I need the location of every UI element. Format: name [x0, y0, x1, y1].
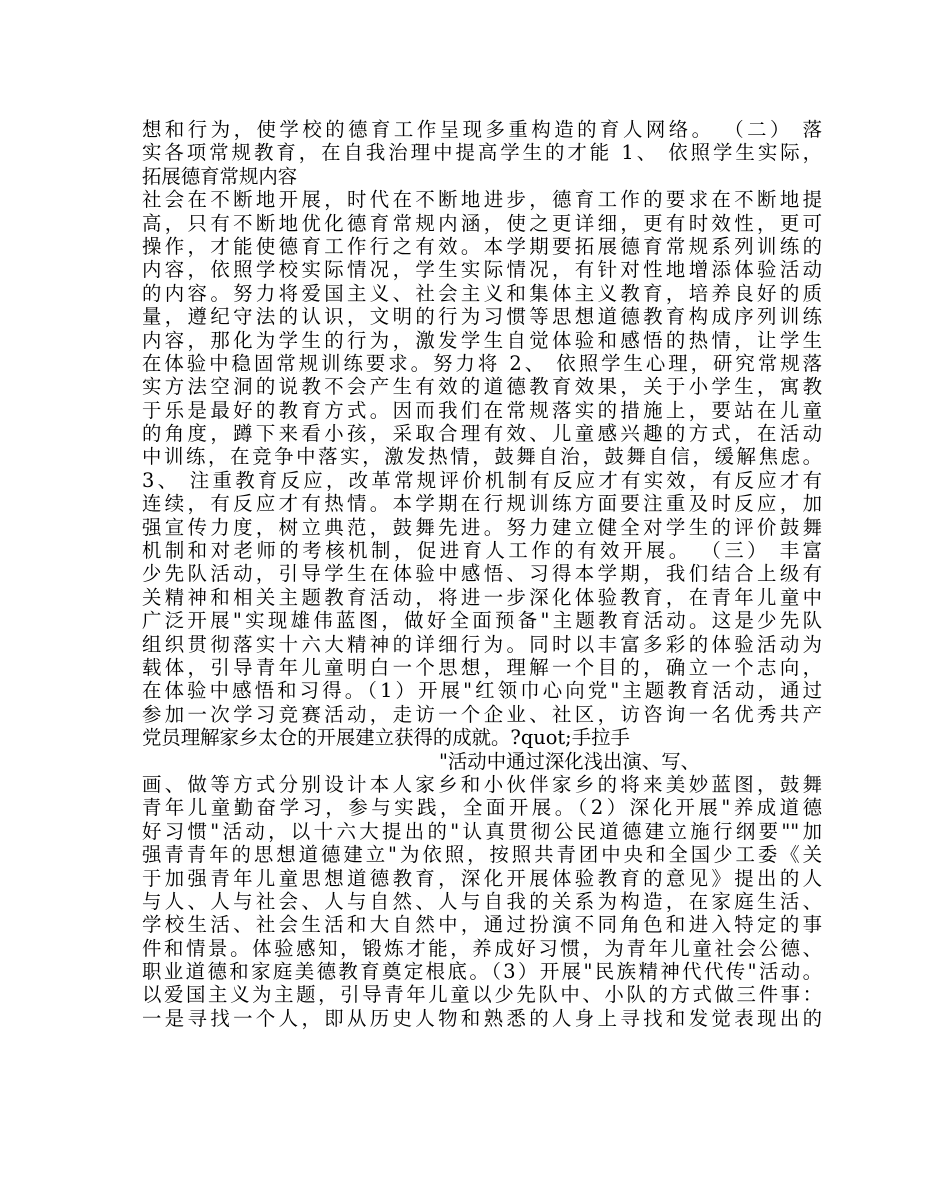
text-line: 件和情景。体验感知，锻炼才能，养成好习惯，为青年儿童社会公德、 — [142, 936, 822, 960]
text-line: 中训练，在竞争中落实，激发热情，鼓舞自治，鼓舞自信，缓解焦虑。 — [142, 445, 822, 469]
text-line: 画、做等方式分别设计本人家乡和小伙伴家乡的将来美妙蓝图，鼓舞 — [142, 772, 822, 796]
text-line: 少先队活动，引导学生在体验中感悟、习得本学期，我们结合上级有 — [142, 562, 822, 586]
text-line: 的内容。努力将爱国主义、社会主义和集体主义教育，培养良好的质 — [142, 281, 822, 305]
text-line: 高，只有不断地优化德育常规内涵，使之更详细，更有时效性，更可 — [142, 211, 822, 235]
text-line: 操作，才能使德育工作行之有效。本学期要拓展德育常规系列训练的 — [142, 234, 822, 258]
text-line: 社会在不断地开展，时代在不断地进步，德育工作的要求在不断地提 — [142, 188, 822, 212]
text-line: 强青青年的思想道德建立"为依照，按照共青团中央和全国少工委《关 — [142, 843, 822, 867]
text-line: 量，遵纪守法的认识，文明的行为习惯等思想道德教育构成序列训练 — [142, 305, 822, 329]
text-line: 在体验中稳固常规训练要求。努力将 2、 依照学生心理，研究常规落 — [142, 351, 822, 375]
text-line: 强宣传力度，树立典范，鼓舞先进。努力建立健全对学生的评价鼓舞 — [142, 515, 822, 539]
text-line: 实各项常规教育，在自我治理中提高学生的才能 1、 依照学生实际， — [142, 141, 822, 165]
text-line: 3、 注重教育反应，改革常规评价机制有反应才有实效，有反应才有 — [142, 468, 822, 492]
text-line: 的角度，蹲下来看小孩，采取合理有效、儿童感兴趣的方式，在活动 — [142, 422, 822, 446]
text-line: 载体，引导青年儿童明白一个思想，理解一个目的，确立一个志向， — [142, 655, 822, 679]
text-line: 组织贯彻落实十六大精神的详细行为。同时以丰富多彩的体验活动为 — [142, 632, 822, 656]
text-line: 广泛开展"实现雄伟蓝图，做好全面预备"主题教育活动。这是少先队 — [142, 609, 822, 633]
text-line: "活动中通过深化浅出演、写、 — [439, 749, 700, 773]
text-line: 一是寻找一个人，即从历史人物和熟悉的人身上寻找和发觉表现出的 — [142, 1006, 822, 1030]
text-line: 实方法空洞的说教不会产生有效的道德教育效果，关于小学生，寓教 — [142, 375, 822, 399]
text-line: 党员理解家乡太仓的开展建立获得的成就。?quot;手拉手 — [142, 726, 630, 750]
text-line: 想和行为，使学校的德育工作呈现多重构造的育人网络。 （二） 落 — [142, 118, 822, 141]
text-line: 内容，那化为学生的行为，激发学生自觉体验和感悟的热情，让学生 — [142, 328, 822, 352]
text-line: 机制和对老师的考核机制，促进育人工作的有效开展。 （三） 丰富 — [142, 539, 822, 563]
text-line: 拓展德育常规内容 — [142, 164, 298, 188]
text-line: 内容，依照学校实际情况，学生实际情况，有针对性地增添体验活动 — [142, 258, 822, 282]
text-line: 以爱国主义为主题，引导青年儿童以少先队中、小队的方式做三件事： — [142, 983, 822, 1007]
text-line: 学校生活、社会生活和大自然中，通过扮演不同角色和进入特定的事 — [142, 913, 822, 937]
text-line: 与人、人与社会、人与自然、人与自我的关系为构造，在家庭生活、 — [142, 889, 822, 913]
text-line: 关精神和相关主题教育活动，将进一步深化体验教育，在青年儿童中 — [142, 585, 822, 609]
text-line: 青年儿童勤奋学习，参与实践，全面开展。（2）深化开展"养成道德 — [142, 796, 822, 820]
text-line: 好习惯"活动，以十六大提出的"认真贯彻公民道德建立施行纲要""加 — [142, 819, 822, 843]
text-line: 于乐是最好的教育方式。因而我们在常规落实的措施上，要站在儿童 — [142, 398, 822, 422]
document-body — [142, 118, 822, 1030]
text-line: 在体验中感悟和习得。（1）开展"红领巾心向党"主题教育活动，通过 — [142, 679, 822, 703]
text-line: 参加一次学习竞赛活动，走访一个企业、社区，访咨询一名优秀共产 — [142, 702, 822, 726]
text-line: 职业道德和家庭美德教育奠定根底。（3）开展"民族精神代代传"活动。 — [142, 960, 822, 984]
text-line: 连续，有反应才有热情。本学期在行规训练方面要注重及时反应，加 — [142, 492, 822, 516]
text-line: 于加强青年儿童思想道德教育，深化开展体验教育的意见》提出的人 — [142, 866, 822, 890]
